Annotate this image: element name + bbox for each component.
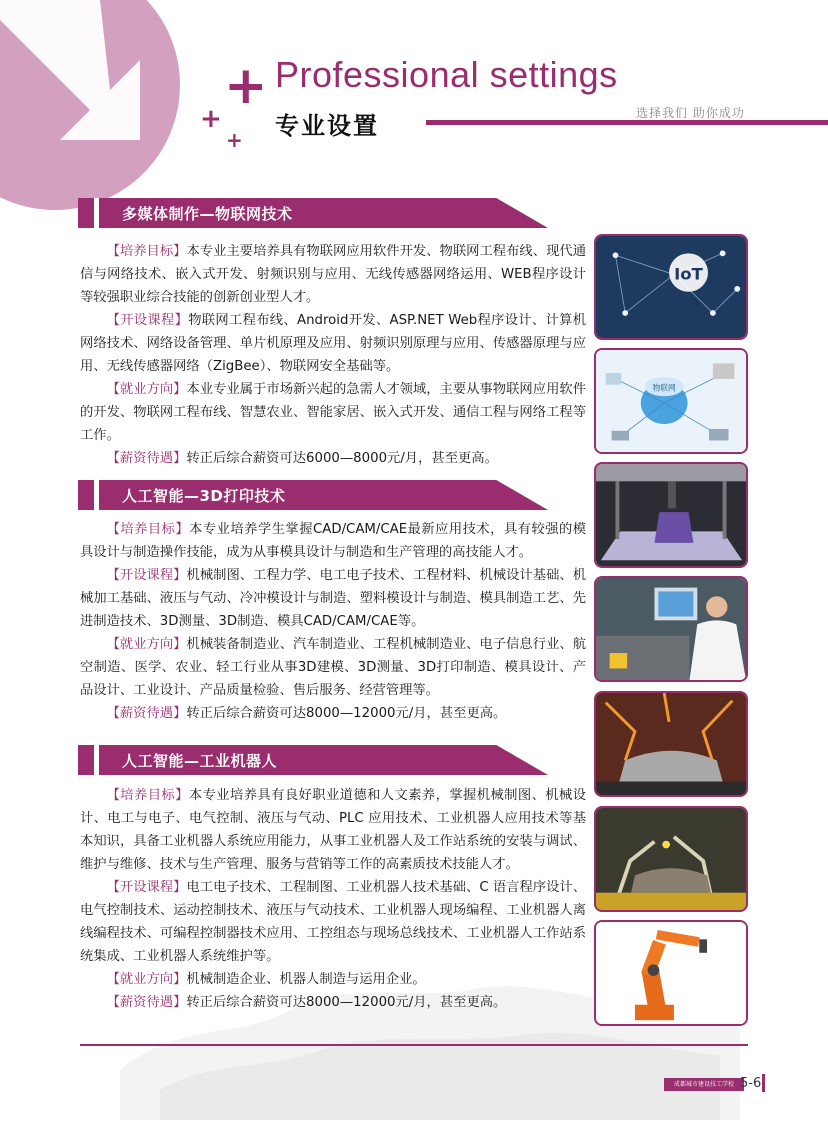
- paragraph-career: 【就业方向】本业专业属于市场新兴起的急需人才领域，主要从事物联网应用软件的开发、物联网工程布线、智慧农业、智能家居、嵌入式开发、通信工程与网络工程等工作。: [80, 382, 587, 443]
- paragraph-salary: 【薪资待遇】转正后综合薪资可达8000—12000元/月，甚至更高。: [106, 995, 507, 1010]
- paragraph-career: 【就业方向】机械装备制造业、汽车制造业、工程机械制造业、电子信息行业、航空制造、医学、农业、轻工行业从事3D建模、3D测量、3D打印制造、模具设计、产品设计、工业设计、产品质量检验、售后服务、经营管理等。: [80, 637, 587, 698]
- paragraph-courses: 【开设课程】电工电子技术、工程制图、工业机器人技术基础、C 语言程序设计、电气控制技术、运动控制技术、液压与气动技术、工业机器人现场编程、工业机器人离线编程技术、可编程控制器技术应用、工控组态与现场总线技术、工业机器人工作站系统集成、工业机器人系统维护等。: [80, 880, 587, 964]
- plus-icon-small: +: [200, 104, 222, 134]
- page-title-cn: 专业设置: [275, 112, 379, 140]
- section-title: 多媒体制作—物联网技术: [122, 205, 293, 223]
- paragraph-salary: 【薪资待遇】转正后综合薪资可达6000—8000元/月，甚至更高。: [106, 451, 498, 466]
- paragraph-courses: 【开设课程】物联网工程布线、Android开发、ASP.NET Web程序设计、计算机网络技术、网络设备管理、单片机原理及应用、射频识别原理与应用、传感器原理与应用、无线传感器网络（ZigBee）、物联网安全基础等。: [80, 313, 587, 374]
- lab-engineer-photo: [594, 576, 748, 682]
- page-number: 5-6: [740, 1076, 762, 1091]
- svg-text:物联网: 物联网: [652, 383, 676, 393]
- paragraph-salary: 【薪资待遇】转正后综合薪资可达8000—12000元/月，甚至更高。: [106, 706, 507, 721]
- page-bracket: [762, 1074, 765, 1092]
- paragraph-goal: 【培养目标】本专业主要培养具有物联网应用软件开发、物联网工程布线、现代通信与网络技术、嵌入式开发、射频识别与应用、无线传感器网络运用、WEB程序设计等较强职业综合技能的创新创业型人才。: [80, 244, 587, 305]
- section-title: 人工智能—工业机器人: [122, 752, 278, 770]
- footer-rule: [80, 1044, 748, 1046]
- header-rule: [426, 120, 828, 125]
- slogan: 选择我们 助你成功: [636, 106, 745, 120]
- orange-industrial-robot-photo: [594, 920, 748, 1026]
- 3d-printer-photo: [594, 462, 748, 568]
- svg-text:IoT: IoT: [674, 264, 703, 284]
- section-title: 人工智能—3D打印技术: [122, 487, 286, 505]
- section-body-robotics: [80, 784, 586, 1014]
- plus-icon-large: +: [224, 56, 268, 116]
- car-assembly-line-photo: [594, 691, 748, 797]
- welding-robots-photo: [594, 806, 748, 912]
- page-title-en: Professional settings: [275, 54, 618, 95]
- plus-icon-tiny: +: [226, 128, 243, 152]
- paragraph-goal: 【培养目标】本专业培养具有良好职业道德和人文素养，掌握机械制图、机械设计、电工与电子、电气控制、液压与气动、PLC 应用技术、工业机器人应用技术等基本知识，具备工业机器人系统应用能力，从事工业机器人及工作站系统的安装与调试、维护与维修、技术与生产管理、服务与营销等工作的高素质技术技能人才。: [80, 788, 587, 872]
- paragraph-goal: 【培养目标】本专业培养学生掌握CAD/CAM/CAE最新应用技术，具有较强的模具设计与制造操作技能，成为从事模具设计与制造和生产管理的高技能人才。: [80, 522, 587, 560]
- paragraph-career: 【就业方向】机械制造企业、机器人制造与运用企业。: [106, 972, 426, 987]
- section-body-iot: [80, 240, 586, 470]
- decorative-arrow-icon: [0, 0, 200, 200]
- paragraph-courses: 【开设课程】机械制图、工程力学、电工电子技术、工程材料、机械设计基础、机械加工基础、液压与气动、冷冲模设计与制造、塑料模设计与制造、模具制造工艺、先进制造技术、3D测量、3D制造、模具CAD/CAM/CAE等。: [80, 568, 587, 629]
- iot-network-photo: [594, 234, 748, 340]
- iot-cloud-devices-photo: [594, 348, 748, 454]
- section-body-3d-printing: [80, 518, 586, 725]
- school-name-badge: 成都城市建设技工学校: [664, 1078, 744, 1091]
